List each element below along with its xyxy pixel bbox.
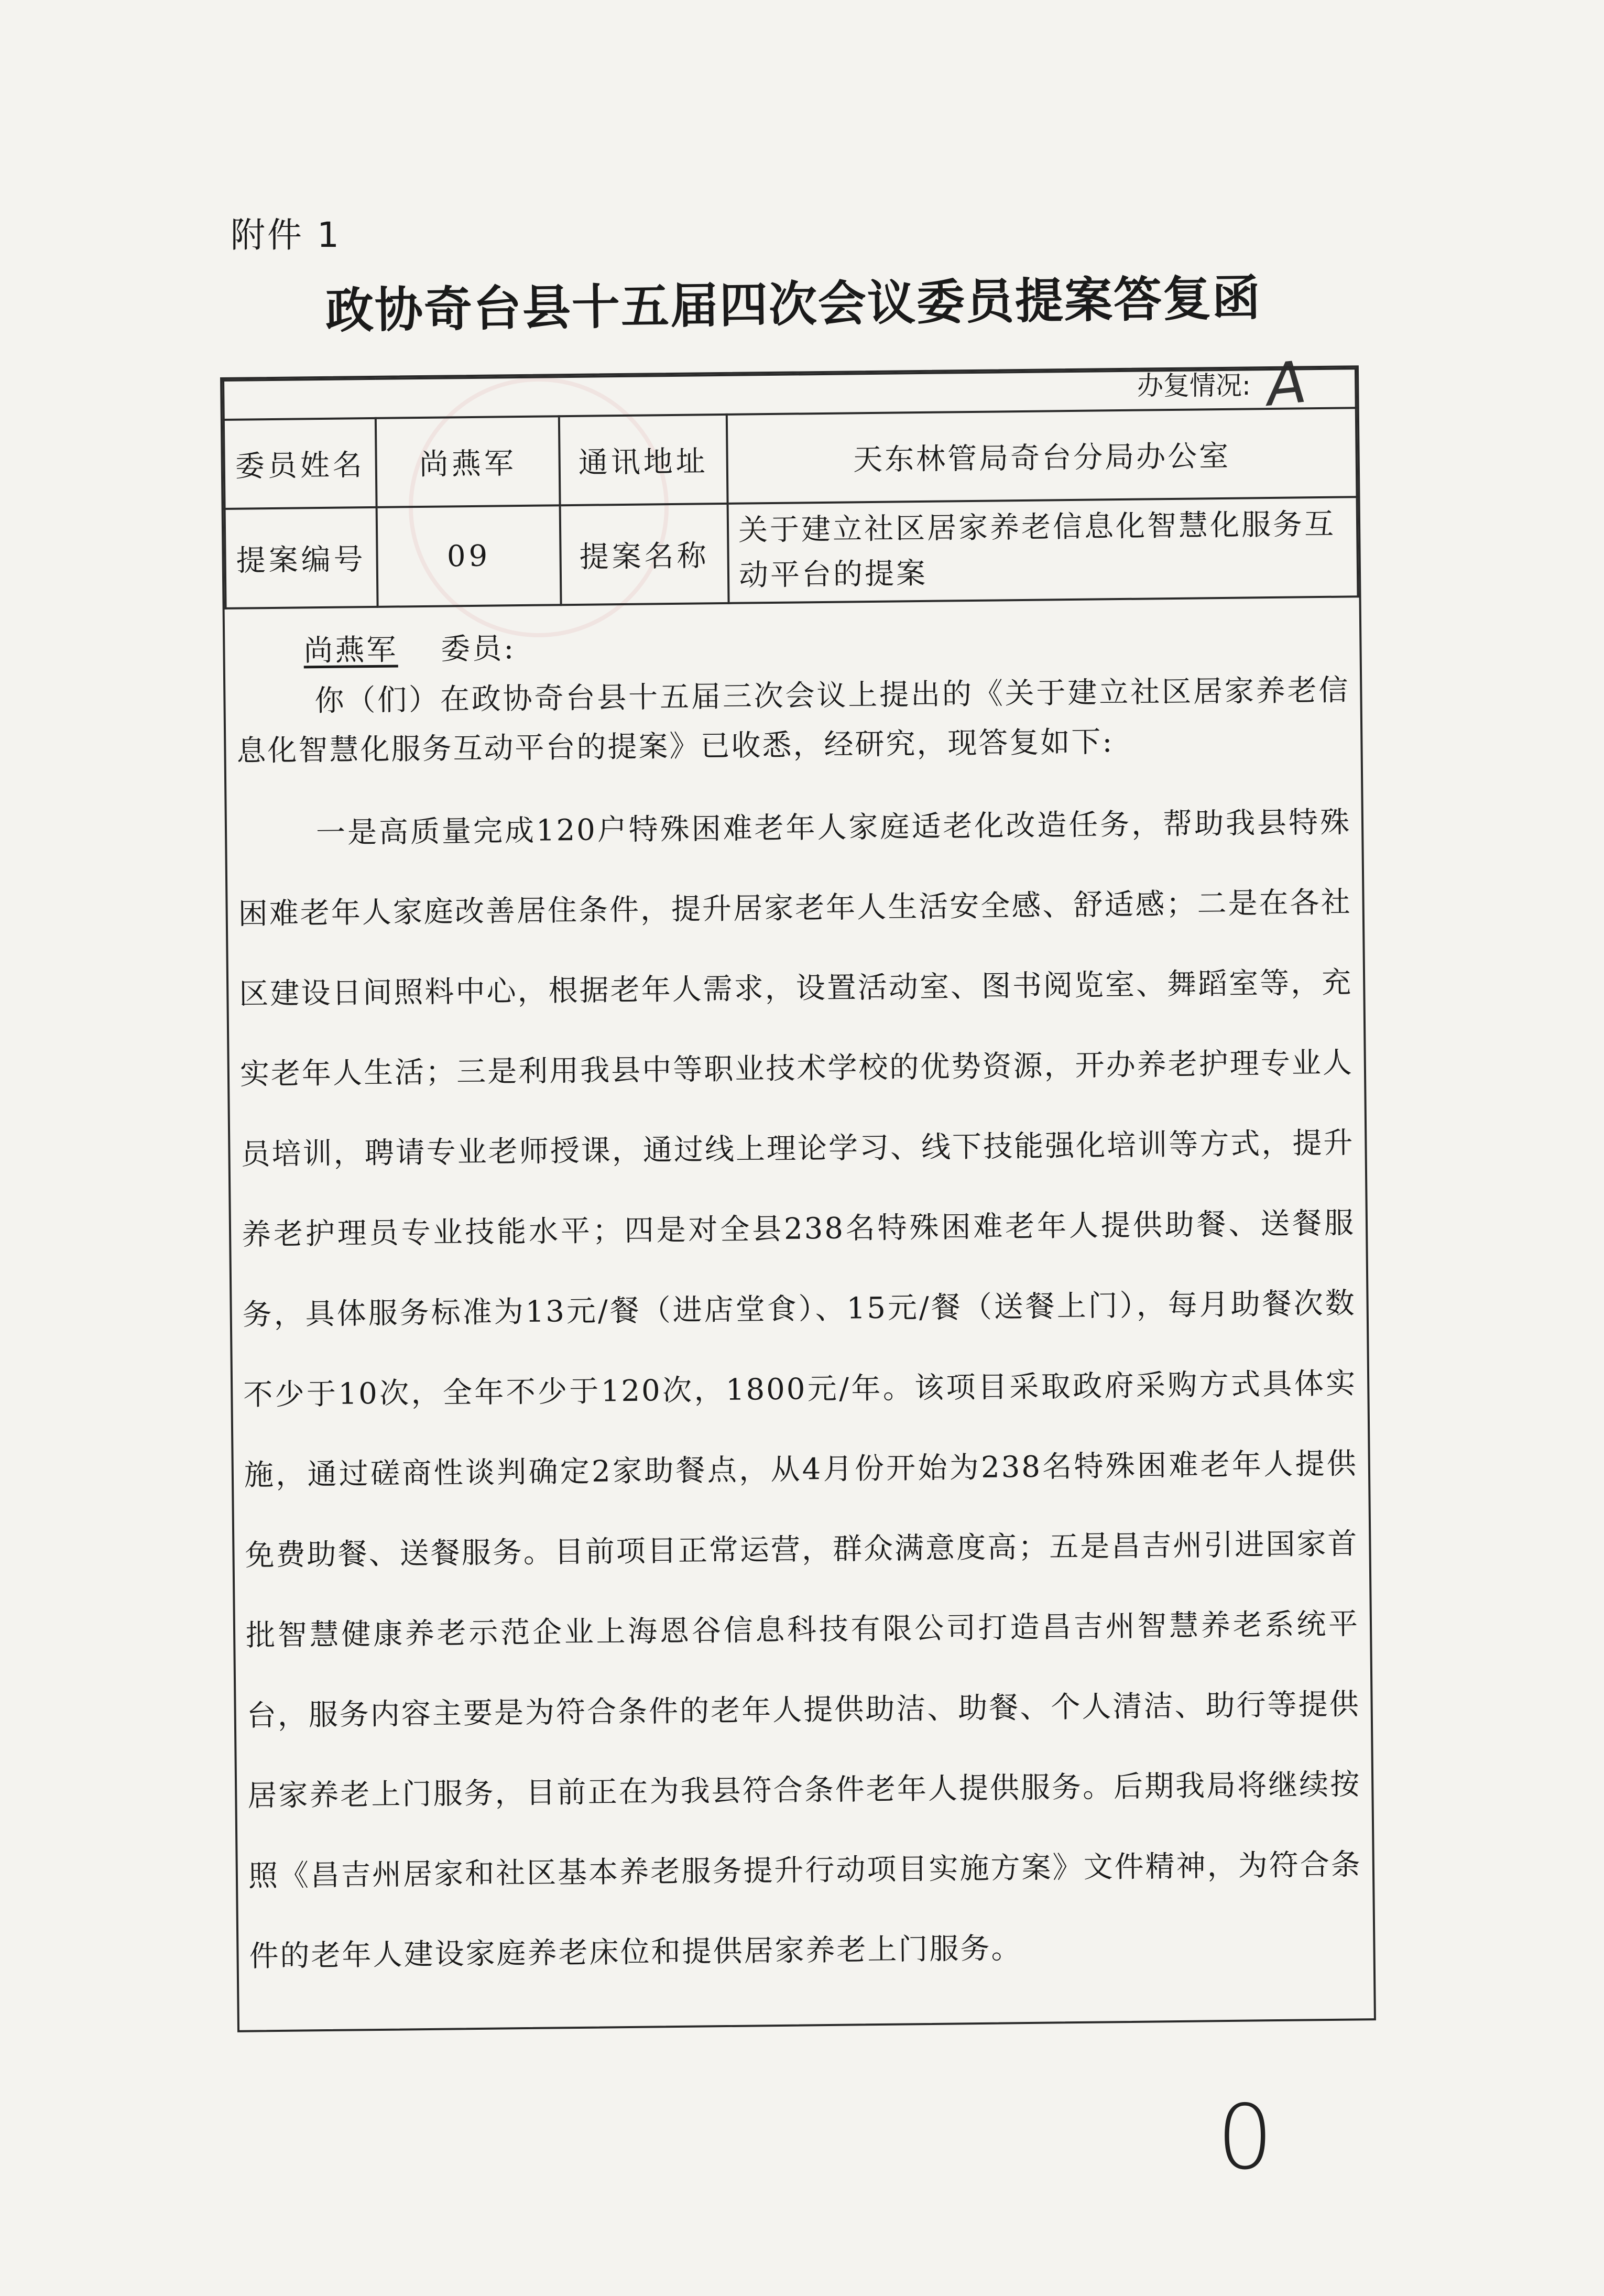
reply-form-frame bbox=[220, 365, 1376, 2032]
name-value: 尚燕军 bbox=[376, 416, 560, 507]
proposal-label: 提案名称 bbox=[560, 504, 729, 605]
number-value: 09 bbox=[377, 505, 561, 607]
status-label: 办复情况: bbox=[1137, 371, 1251, 401]
proposal-value: 关于建立社区居家养老信息化智慧化服务互动平台的提案 bbox=[728, 497, 1358, 603]
table-row bbox=[225, 497, 1358, 608]
page-mark: 0 bbox=[1217, 2086, 1274, 2190]
number-label: 提案编号 bbox=[225, 507, 378, 608]
status-mark: A bbox=[1263, 348, 1310, 419]
address-value: 天东林管局奇台分局办公室 bbox=[727, 408, 1357, 504]
info-table bbox=[222, 367, 1359, 610]
addressee-suffix: 委员: bbox=[440, 632, 516, 667]
address-label: 通讯地址 bbox=[559, 415, 728, 505]
attachment-label: 附件 1 bbox=[231, 215, 341, 255]
addressee-name: 尚燕军 bbox=[303, 633, 398, 668]
page-title: 政协奇台县十五届四次会议委员提案答复函 bbox=[325, 270, 1262, 339]
addressee-line bbox=[225, 616, 1360, 670]
reply-content-paragraph: 一是高质量完成120户特殊困难老年人家庭适老化改造任务，帮助我县特殊困难老年人家庭改善居住条件，提升居家老年人生活安全感、舒适感；二是在各社区建设日间照料中心，根据老年人需求，设置活动室、图书阅览室、舞蹈室等，充实老年人生活；三是利用我县中等职业技术学校的优势资源，开办养老护理专业人员培训，聘请专业老师授课，通过线上理论学习、线下技能强化培训等方式，提升养老护理员专业技能水平；四是对全县238名特殊困难老年人提供助餐、送餐服务，具体服务标准为13元/餐（进店堂食）、15元/餐（送餐上门），每月助餐次数不少于10次，全年不少于120次，1800元/年。该项目采取政府采购方式具体实施，通过磋商性谈判确定2家助餐点，从4月份开始为238名特殊困难老年人提供免费助餐、送餐服务。目前项目正常运营，群众满意度高；五是昌吉州引进国家首批智慧健康养老示范企业上海恩谷信息科技有限公司打造昌吉州智慧养老系统平台，服务内容主要是为符合条件的老年人提供助洁、助餐、个人清洁、助行等提供居家养老上门服务，目前正在为我县符合条件老年人提供服务。后期我局将继续按照《昌吉州居家和社区基本养老服务提升行动项目实施方案》文件精神，为符合条件的老年人建设家庭养老床位和提供居家养老上门服务。 bbox=[238, 805, 1362, 1974]
name-label: 委员姓名 bbox=[224, 418, 377, 509]
table-row bbox=[224, 408, 1357, 509]
letter-body bbox=[225, 616, 1373, 1997]
intro-paragraph: 你（们）在政协奇台县十五届三次会议上提出的《关于建立社区居家养老信息化智慧化服务互动平台的提案》已收悉，经研究，现答复如下: bbox=[236, 673, 1350, 768]
